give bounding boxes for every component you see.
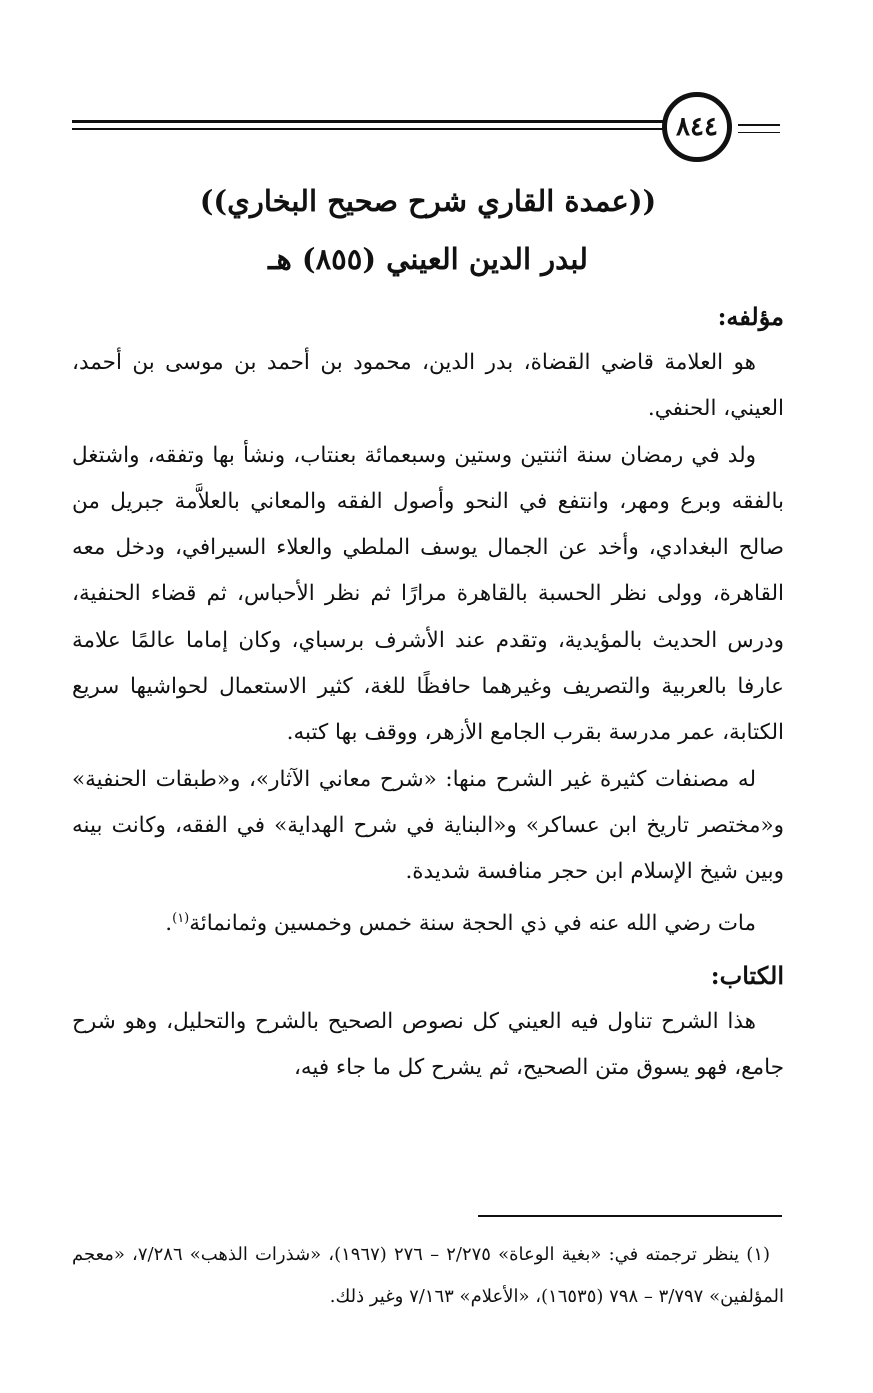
book-paragraph: هذا الشرح تناول فيه العيني كل نصوص الصحيح بالشرح والتحليل، وهو شرح جامع، فهو يسوق متن الصحيح، ثم يشرح كل ما جاء فيه، [72, 1009, 784, 1081]
page-number: ٨٤٤ [676, 112, 718, 142]
author-heading: مؤلفه: [717, 302, 784, 331]
author-paragraph-3: له مصنفات كثيرة غير الشرح منها: «شرح معاني الآثار»، و«طبقات الحنفية» و«مختصر تاريخ ابن عساكر» و«البناية في شرح الهداية» في الفقه، وكانت بينه وبين شيخ الإسلام ابن حجر منافسة شديدة. [72, 766, 784, 885]
footnote-separator [478, 1215, 782, 1217]
book-subtitle: لبدر الدين العيني (٨٥٥) هـ [268, 242, 588, 276]
footnote-ref[interactable]: (١) [172, 910, 190, 926]
main-content [72, 172, 784, 1092]
header-rule-right-top [738, 124, 780, 126]
header-rule-bottom [72, 128, 664, 130]
page-number-badge [662, 92, 732, 162]
footnote-1: (١) ينظر ترجمته في: «بغية الوعاة» ٢/٢٧٥ – ٢٧٦ (١٩٦٧)، «شذرات الذهب» ٧/٢٨٦، «معجم المؤلفين» ٣/٧٩٧ – ٧٩٨ (١٦٥٣٥)، «الأعلام» ٧/١٦٣ وغير ذلك. [72, 1244, 784, 1307]
author-paragraph-1: هو العلامة قاضي القضاة، بدر الدين، محمود بن أحمد بن موسى بن أحمد، العيني، الحنفي. [72, 350, 784, 422]
book-heading: الكتاب: [710, 961, 784, 991]
header-rule-right-bottom [738, 132, 780, 133]
header-rule-top [72, 120, 664, 123]
death-text: مات رضي الله عنه في ذي الحجة سنة خمس وخمسين وثمانمائة [189, 910, 756, 936]
footnotes [72, 1234, 784, 1318]
book-title: ((عمدة القاري شرح صحيح البخاري)) [199, 184, 657, 218]
author-paragraph-2: ولد في رمضان سنة اثنتين وستين وسبعمائة بعنتاب، ونشأ بها وتفقه، واشتغل بالفقه وبرع ومهر، وانتفع في النحو وأصول الفقه والمعاني بالعلاَّمة جبريل من صالح البغدادي، وأخد عن الجمال يوسف الملطي والعلاء السيرافي، ودخل معه القاهرة، وولى نظر الحسبة بالقاهرة مرارًا ثم نظر الأحباس، ثم قضاء الحنفية، ودرس الحديث بالمؤيدية، وتقدم عند الأشرف برسباي، وكان إماما عالمًا علامة عارفا بالعربية والتصريف وغيرهما حافظًا للغة، كثير الاستعمال لحواشيها سريع الكتابة، عمر مدرسة بقرب الجامع الأزهر، ووقف بها كتبه. [72, 442, 784, 746]
death-end: . [165, 910, 173, 936]
death-paragraph [72, 896, 784, 947]
